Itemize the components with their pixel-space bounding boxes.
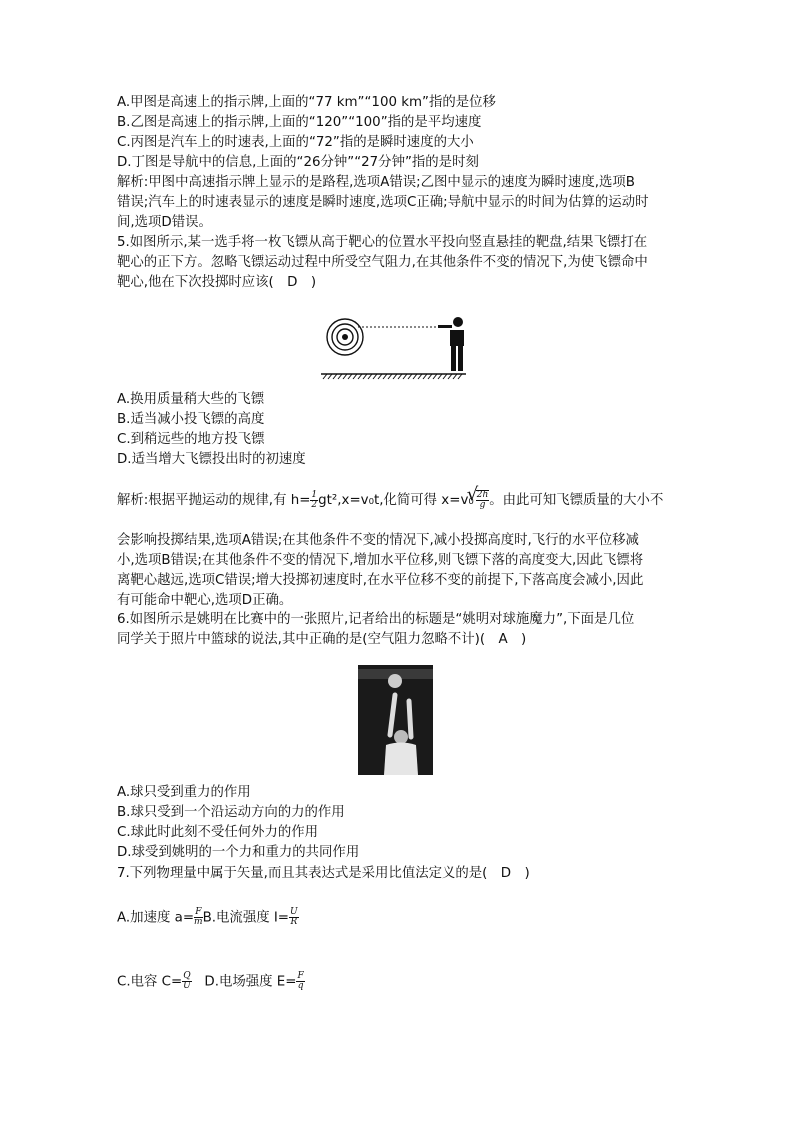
q7-options-ab [117, 908, 299, 927]
option-d: D.适当增大飞镖投出时的初速度 [117, 452, 306, 467]
analysis-line: 有可能命中靶心,选项D正确。 [117, 593, 293, 608]
denominator: q [297, 981, 304, 991]
analysis-line: 间,选项D错误。 [117, 215, 212, 230]
numerator: Q [183, 971, 191, 981]
fraction [289, 908, 299, 927]
numerator: F [195, 907, 202, 917]
numerator: 1 [311, 489, 318, 500]
q5-analysis-formula-line [117, 490, 663, 510]
option-d: D.球受到姚明的一个力和重力的共同作用 [117, 845, 360, 860]
numerator: F [297, 971, 304, 981]
analysis-line: 小,选项B错误;在其他条件不变的情况下,增加水平位移,则飞镖下落的高度变大,因此飞镖将 [117, 553, 644, 568]
question-line: 6.如图所示是姚明在比赛中的一张照片,记者给出的标题是“姚明对球施魔力”,下面是几位 [117, 612, 635, 627]
q7-stem: 7.下列物理量中属于矢量,而且其表达式是采用比值法定义的是( D ) [117, 866, 530, 881]
question-line: 靶心,他在下次投掷时应该( D ) [117, 275, 317, 290]
option-a-label: A.加速度 a= [117, 910, 195, 926]
fraction [194, 908, 203, 927]
option-b: B.乙图是高速上的指示牌,上面的“120”“100”指的是平均速度 [117, 115, 482, 130]
denominator: g [479, 500, 486, 510]
option-c: C.到稍远些的地方投飞镖 [117, 432, 265, 447]
option-c-label: C.电容 C= [117, 974, 183, 990]
dart-target-figure [318, 308, 470, 380]
numerator: U [290, 907, 298, 917]
denominator: U [183, 981, 191, 991]
question-line: 5.如图所示,某一选手将一枚飞镖从高于靶心的位置水平投向竖直悬挂的靶盘,结果飞镖打在 [117, 235, 648, 250]
fraction [182, 972, 191, 991]
denominator: m [194, 917, 203, 927]
numerator: √ 2h [476, 490, 489, 500]
analysis-line: 会影响投掷结果,选项A错误;在其他条件不变的情况下,减小投掷高度时,飞行的水平位移减 [117, 533, 639, 548]
option-d-label: D.电场强度 E= [204, 974, 297, 990]
option-d: D.丁图是导航中的信息,上面的“26分钟”“27分钟”指的是时刻 [117, 155, 479, 170]
fraction [296, 972, 304, 991]
analysis-line: 解析:甲图中高速指示牌上显示的是路程,选项A错误;乙图中显示的速度为瞬时速度,选项B [117, 175, 635, 190]
basketball-photo [358, 665, 433, 775]
option-c: C.丙图是汽车上的时速表,上面的“72”指的是瞬时速度的大小 [117, 135, 474, 150]
analysis-line: 离靶心越远,选项C错误;增大投掷初速度时,在水平位移不变的前提下,下落高度会减小,因此 [117, 573, 644, 588]
option-a: A.球只受到重力的作用 [117, 785, 251, 800]
option-a: A.换用质量稍大些的飞镖 [117, 392, 265, 407]
option-a: A.甲图是高速上的指示牌,上面的“77 km”“100 km”指的是位移 [117, 95, 496, 110]
text: 解析:根据平抛运动的规律,有 h= [117, 493, 311, 508]
denominator: R [290, 917, 298, 927]
square-root [476, 490, 490, 510]
option-b: B.适当减小投飞镖的高度 [117, 412, 265, 427]
denominator: 2 [311, 499, 318, 510]
q7-options-cd [117, 972, 305, 991]
fraction [476, 491, 490, 510]
text: 。由此可知飞镖质量的大小不 [489, 493, 664, 508]
fraction [310, 491, 318, 510]
analysis-line: 错误;汽车上的时速表显示的速度是瞬时速度,选项C正确;导航中显示的时间为估算的运动时 [117, 195, 649, 210]
option-c: C.球此时此刻不受任何外力的作用 [117, 825, 319, 840]
question-line: 靶心的正下方。忽略飞镖运动过程中所受空气阻力,在其他条件不变的情况下,为使飞镖命中 [117, 255, 648, 270]
text: gt²,x=v₀t,化简可得 x=v₀ [318, 493, 474, 508]
question-line: 同学关于照片中篮球的说法,其中正确的是(空气阻力忽略不计)( A ) [117, 632, 527, 647]
option-b-label: B.电流强度 I= [202, 910, 290, 926]
option-b: B.球只受到一个沿运动方向的力的作用 [117, 805, 345, 820]
